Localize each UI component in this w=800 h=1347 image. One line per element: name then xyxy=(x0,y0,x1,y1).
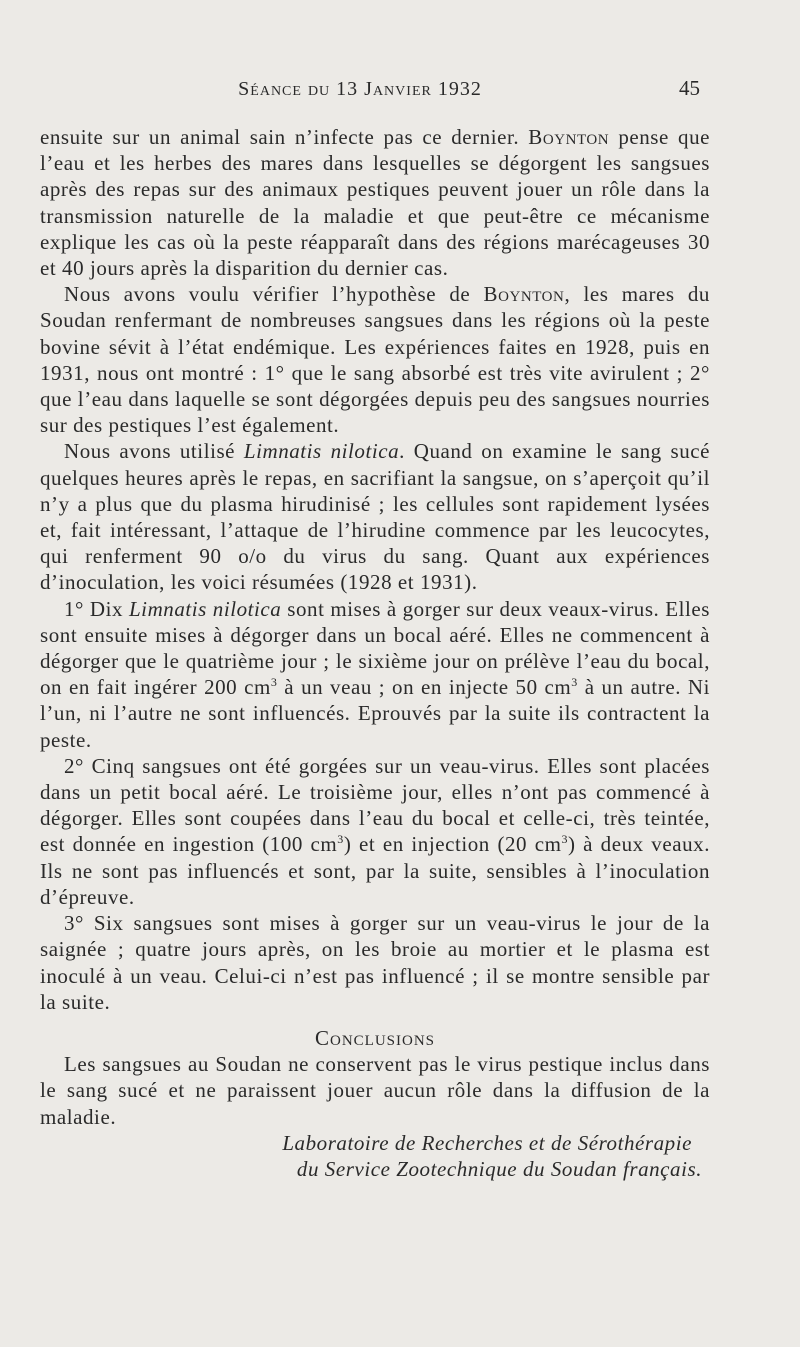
running-header xyxy=(40,78,680,101)
paragraph-1: ensuite sur un animal sain n’infecte pas ce dernier. Boynton pense que l’eau et les herbes des mares dans lesquelles se dégorgent les sangsues après des repas sur des animaux pestiques peuvent jouer un rôle dans la transmission naturelle de la maladie et que peut-être ce mécanisme explique les cas où la peste réapparaît dans des régions marécageuses 30 et 40 jours après la disparition du dernier cas. xyxy=(40,125,710,281)
affiliation-line-1: Laboratoire de Recherches et de Sérothérapie xyxy=(282,1130,692,1155)
author-name: Boynton xyxy=(528,125,610,149)
conclusions-text: Les sangsues au Soudan ne conservent pas le virus pestique inclus dans le sang sucé et ne paraissent jouer aucun rôle dans la diffusion de la maladie. xyxy=(40,1052,710,1129)
experiment-1: 1° Dix Limnatis nilotica sont mises à gorger sur deux veaux-virus. Elles sont ensuite mises à dégorger dans un bocal aéré. Elles ne commencent à dégorger que le quatrième jour ; le sixième jour on prélève l’eau du bocal, on en fait ingérer 200 $cm^3$ à un veau ; on en injecte 50 $cm^3$ à un autre. Ni l’un, ni l’autre ne sont influencés. Eprouvés par la suite ils contractent la peste. xyxy=(40,596,711,752)
affiliation-line-2: du Service Zootechnique du Soudan français. xyxy=(296,1156,702,1181)
paragraph-2: Nous avons voulu vérifier l’hypothèse de Boynton, les mares du Soudan renfermant de nombreuses sangsues dans les régions où la peste bovine sévit à l’état endémique. Les expériences faites en 1928, puis en 1931, nous ont montré : 1° que le sang absorbé est très vite avirulent ; 2° que l’eau dans laquelle se sont dégorgées depuis peu des sangsues nourries sur des pestiques l’est également. xyxy=(40,282,710,438)
paragraph-3: Nous avons utilisé Limnatis nilotica. Quand on examine le sang sucé quelques heures après le repas, en sacrifiant la sangsue, on s’aperçoit qu’il n’y a plus que du plasma hirudinisé ; les cellules sont rapidement lysées et, fait intéressant, l’attaque de l’hirudine commence par les leucocytes, qui renferment 90 o/o du virus du sang. Quant aux expériences d’inoculation, les voici résumées (1928 et 1931). xyxy=(40,439,710,595)
experiment-2: 2° Cinq sangsues ont été gorgées sur un veau-virus. Elles sont placées dans un petit bocal aéré. Le troisième jour, elles n’ont pas commencé à dégorger. Elles sont coupées dans l’eau du bocal et celle-ci, très teintée, est donnée en ingestion (100 $cm^3$) et en injection (20 $cm^3$) à deux veaux. Ils ne sont pas influencés et sont, par la suite, sensibles à l’inoculation d’épreuve. xyxy=(40,753,710,909)
running-title: Séance du 13 Janvier 1932 xyxy=(238,78,482,100)
experiment-3: 3° Six sangsues sont mises à gorger sur un veau-virus le jour de la saignée ; quatre jours après, on les broie au mortier et le plasma est inoculé à un veau. Celui-ci n’est pas influencé ; il se montre sensible par la suite. xyxy=(40,911,710,1014)
conclusions-heading: Conclusions xyxy=(314,1025,436,1050)
article-body xyxy=(40,124,710,1182)
species-name: Limnatis nilotica xyxy=(128,596,282,621)
page-number: 45 xyxy=(679,76,700,100)
author-name: Boynton xyxy=(483,282,565,307)
species-name: Limnatis nilotica xyxy=(243,439,400,464)
